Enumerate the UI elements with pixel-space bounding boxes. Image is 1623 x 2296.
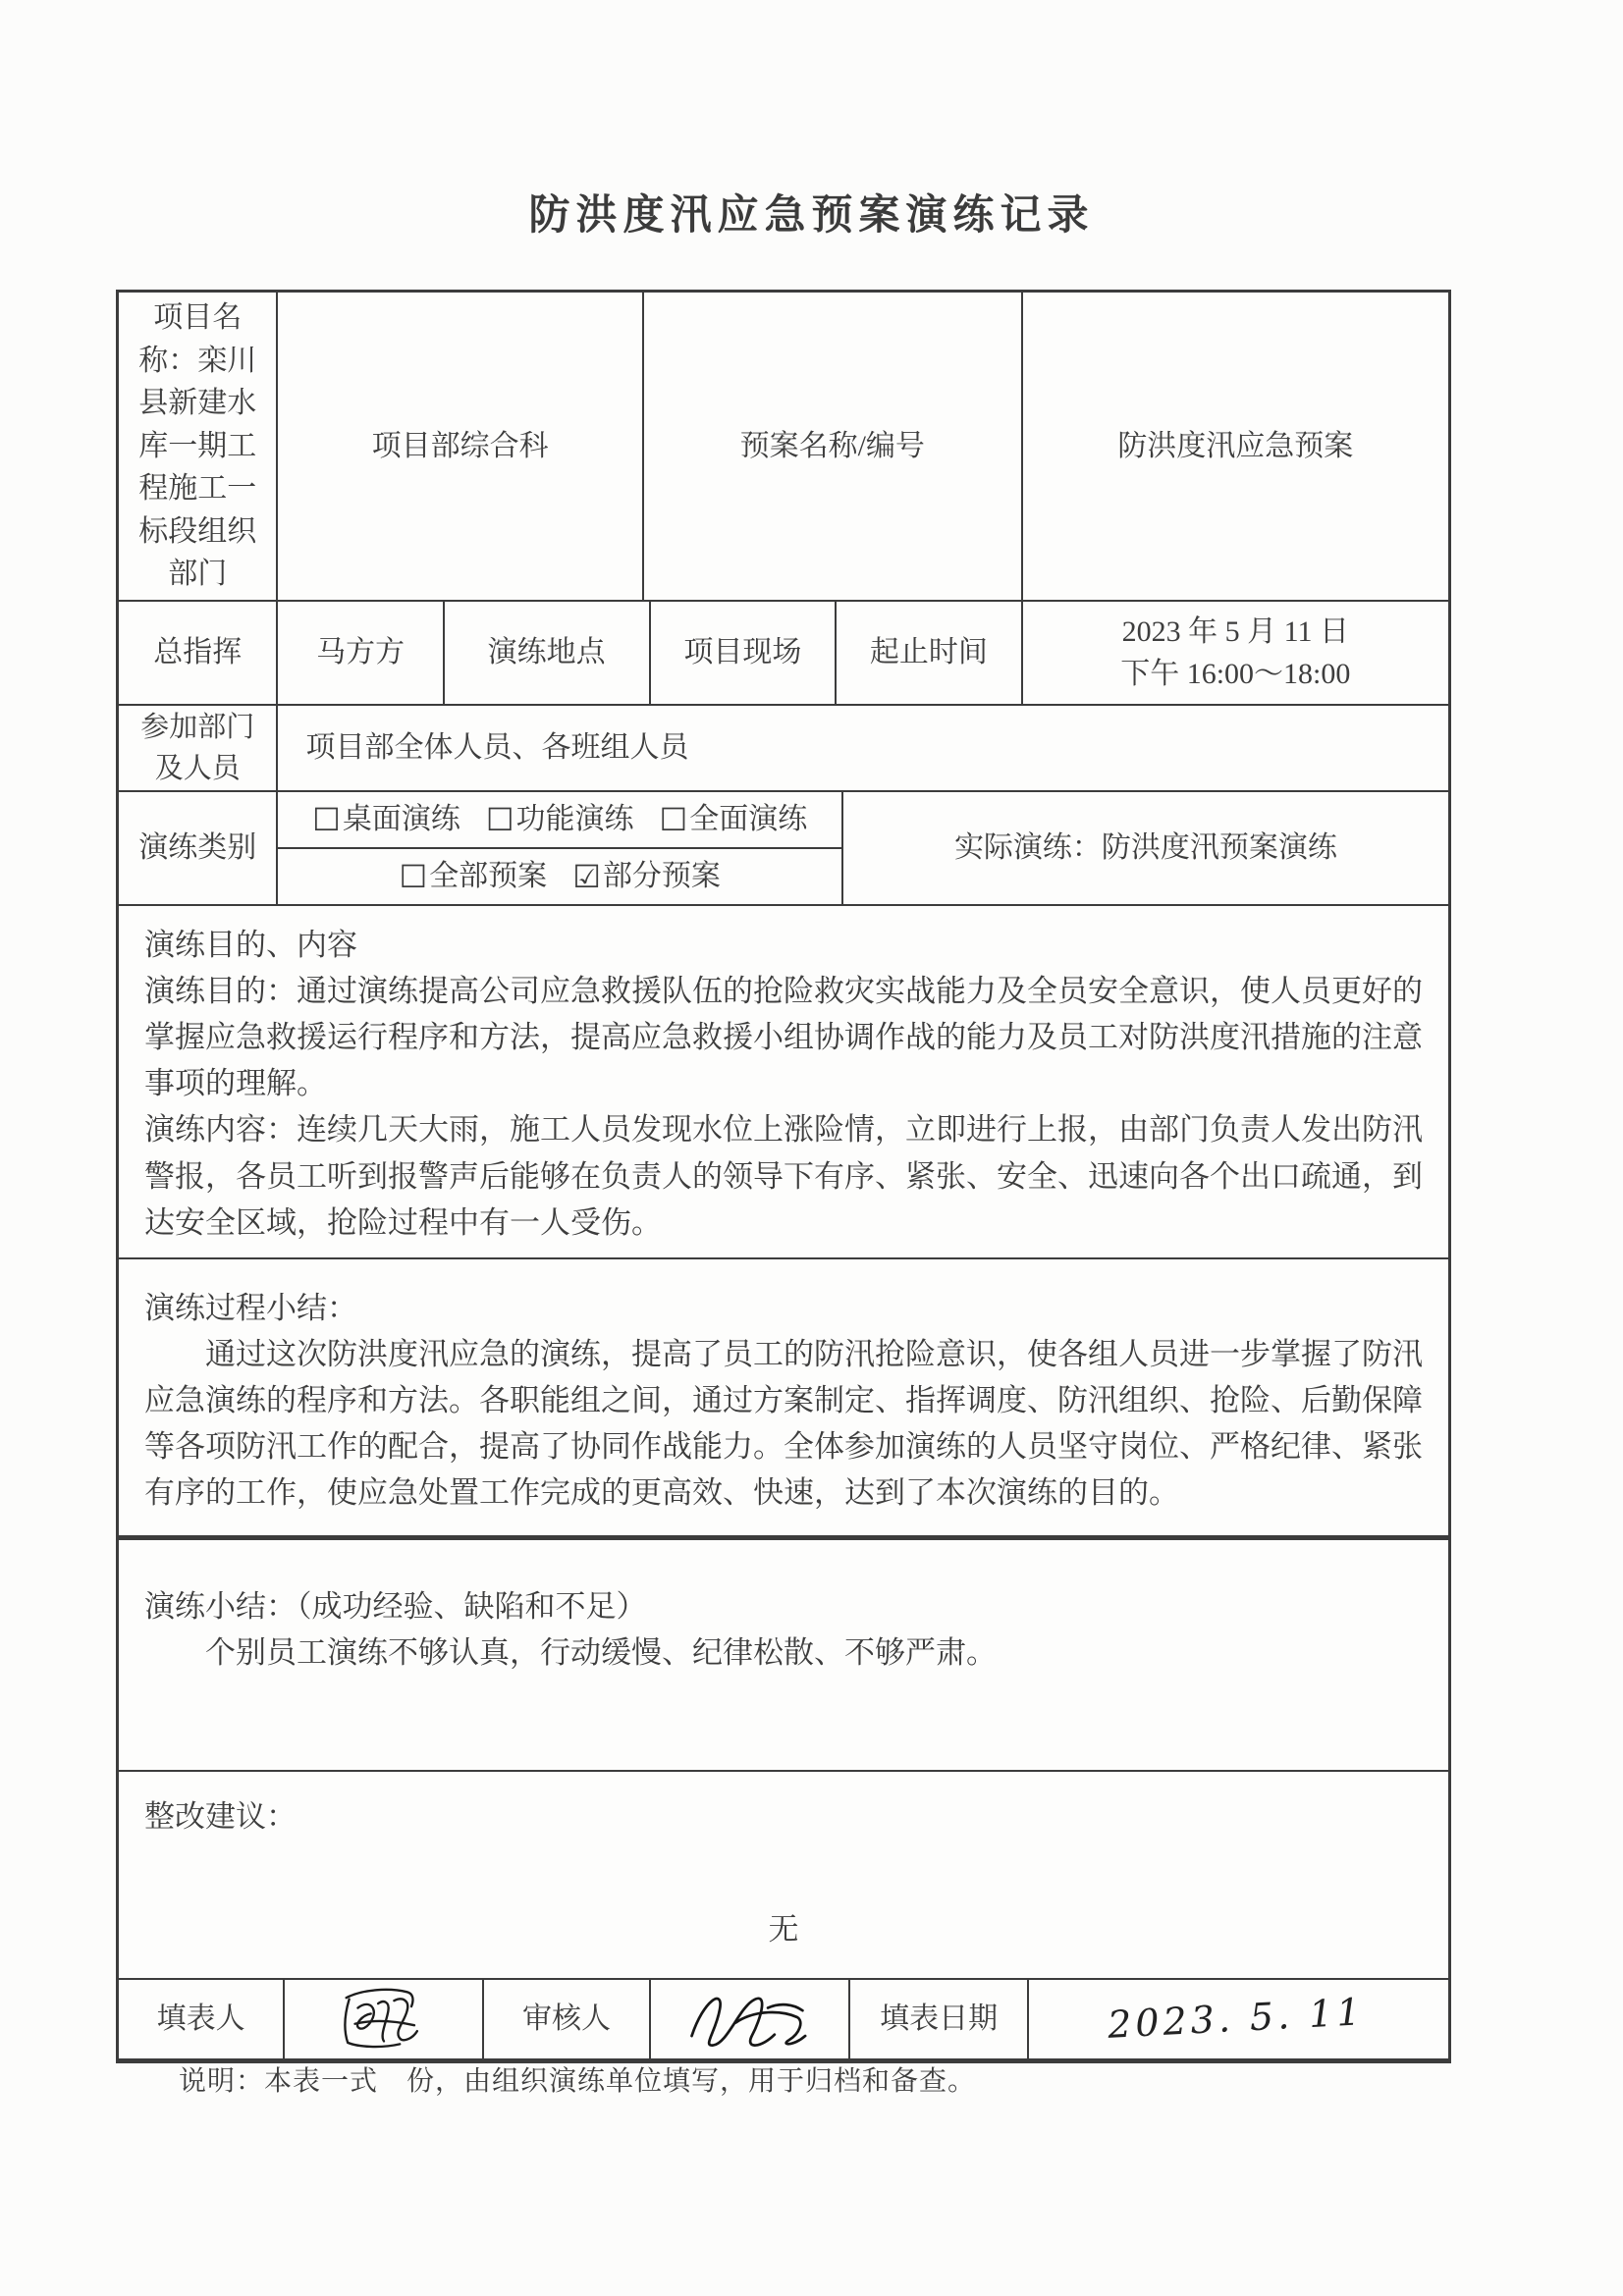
process-summary-cell — [119, 1259, 1448, 1535]
purpose-content-cell — [119, 906, 1448, 1257]
row-purpose-content — [119, 906, 1448, 1259]
checkbox-function-drill[interactable] — [486, 797, 634, 842]
fill-date-value — [1029, 1980, 1441, 2058]
fill-date-label: 填表日期 — [850, 1980, 1030, 2058]
plan-name-label: 预案名称/编号 — [644, 293, 1023, 600]
preparer-signature — [285, 1980, 484, 2058]
preparer-signature-ink — [315, 1982, 453, 2051]
checkbox-label: 桌面演练 — [342, 803, 460, 836]
checkbox-label: 功能演练 — [515, 803, 634, 836]
drill-type-options-line2 — [278, 849, 840, 904]
checkbox-label: 部分预案 — [602, 860, 721, 893]
location-value: 项目现场 — [651, 602, 838, 704]
drill-type-options-line1 — [278, 792, 840, 849]
actual-drill-value: 实际演练：防洪度汛预案演练 — [953, 831, 1337, 865]
row-rectification — [119, 1772, 1448, 1980]
rectification-cell — [119, 1772, 1448, 1978]
row-signatures — [119, 1980, 1448, 2058]
location-label: 演练地点 — [445, 602, 651, 704]
participants-label: 参加部门及人员 — [119, 706, 278, 790]
checkbox-label: 全部预案 — [429, 860, 548, 893]
row-project — [119, 293, 1448, 602]
time-range: 下午 16:00～18:00 — [1120, 658, 1351, 690]
row-command — [119, 602, 1448, 706]
time-value — [1023, 602, 1448, 704]
checkbox-icon: ☐ — [399, 858, 428, 894]
footer-note: 说明：本表一式 份，由组织演练单位填写，用于归档和备查。 — [179, 2066, 977, 2097]
time-label: 起止时间 — [837, 602, 1023, 704]
checkbox-checked-icon: ☑ — [572, 858, 601, 894]
organizing-dept-cell: 项目部综合科 — [278, 293, 643, 600]
drill-summary-heading: 演练小结：（成功经验、缺陷和不足） — [144, 1589, 647, 1624]
checkbox-label: 全面演练 — [689, 803, 808, 836]
purpose-heading: 演练目的、内容 — [144, 928, 357, 962]
project-name-cell: 项目名称：栾川县新建水库一期工程施工一标段组织部门 — [119, 293, 278, 600]
preparer-label: 填表人 — [119, 1980, 285, 2058]
drill-type-options — [278, 792, 842, 904]
drill-type-label: 演练类别 — [119, 792, 278, 904]
purpose-paragraph: 演练目的：通过演练提高公司应急救援队伍的抢险救灾实战能力及全员安全意识，使人员更好的掌握应急救援运行程序和方法，提高应急救援小组协调作战的能力及员工对防洪度汛措施的注意事项的理解。 — [144, 974, 1423, 1101]
checkbox-full-scale-drill[interactable] — [660, 797, 808, 842]
row-participants — [119, 706, 1448, 792]
row-drill-summary — [119, 1540, 1448, 1772]
page-title: 防洪度汛应急预案演练记录 — [528, 193, 1095, 239]
drill-summary-cell — [119, 1540, 1448, 1770]
checkbox-partial-plans[interactable] — [572, 854, 721, 899]
content-paragraph: 演练内容：连续几天大雨，施工人员发现水位上涨险情，立即进行上报，由部门负责人发出防汛警报，各员工听到报警声后能够在负责人的领导下有序、紧张、安全、迅速向各个出口疏通，到达安全区域，抢险过程中有一人受伤。 — [144, 1112, 1423, 1240]
rectification-heading: 整改建议： — [144, 1799, 297, 1834]
rectification-value: 无 — [768, 1912, 799, 1948]
reviewer-signature-ink — [651, 1984, 847, 2051]
checkbox-desktop-drill[interactable] — [312, 797, 460, 842]
row-drill-type — [119, 792, 1448, 906]
checkbox-icon: ☐ — [312, 801, 341, 837]
reviewer-signature — [651, 1980, 850, 2058]
plan-name-value: 防洪度汛应急预案 — [1117, 429, 1354, 462]
reviewer-label: 审核人 — [484, 1980, 650, 2058]
checkbox-all-plans[interactable] — [400, 854, 548, 899]
row-process-summary — [119, 1259, 1448, 1540]
handwritten-date: 2023. 5. 11 — [1106, 1990, 1366, 2048]
drill-record-table — [116, 290, 1451, 2063]
checkbox-icon: ☐ — [485, 801, 514, 837]
drill-summary-paragraph: 个别员工演练不够认真，行动缓慢、纪律松散、不够严肃。 — [205, 1635, 997, 1671]
process-summary-paragraph: 通过这次防洪度汛应急的演练，提高了员工的防汛抢险意识，使各组人员进一步掌握了防汛应急演练的程序和方法。各职能组之间，通过方案制定、指挥调度、防汛组织、抢险、后勤保障等各项防汛工作的配合，提高了协同作战能力。全体参加演练的人员坚守岗位、严格纪律、紧张有序的工作，使应急处置工作完成的更高效、快速，达到了本次演练的目的。 — [144, 1337, 1423, 1511]
participants-value: 项目部全体人员、各班组人员 — [305, 731, 689, 765]
commander-label: 总指挥 — [119, 602, 278, 704]
commander-value: 马方方 — [278, 602, 444, 704]
checkbox-icon: ☐ — [659, 801, 688, 837]
time-date: 2023 年 5 月 11 日 — [1121, 614, 1349, 648]
process-summary-heading: 演练过程小结： — [144, 1291, 357, 1325]
